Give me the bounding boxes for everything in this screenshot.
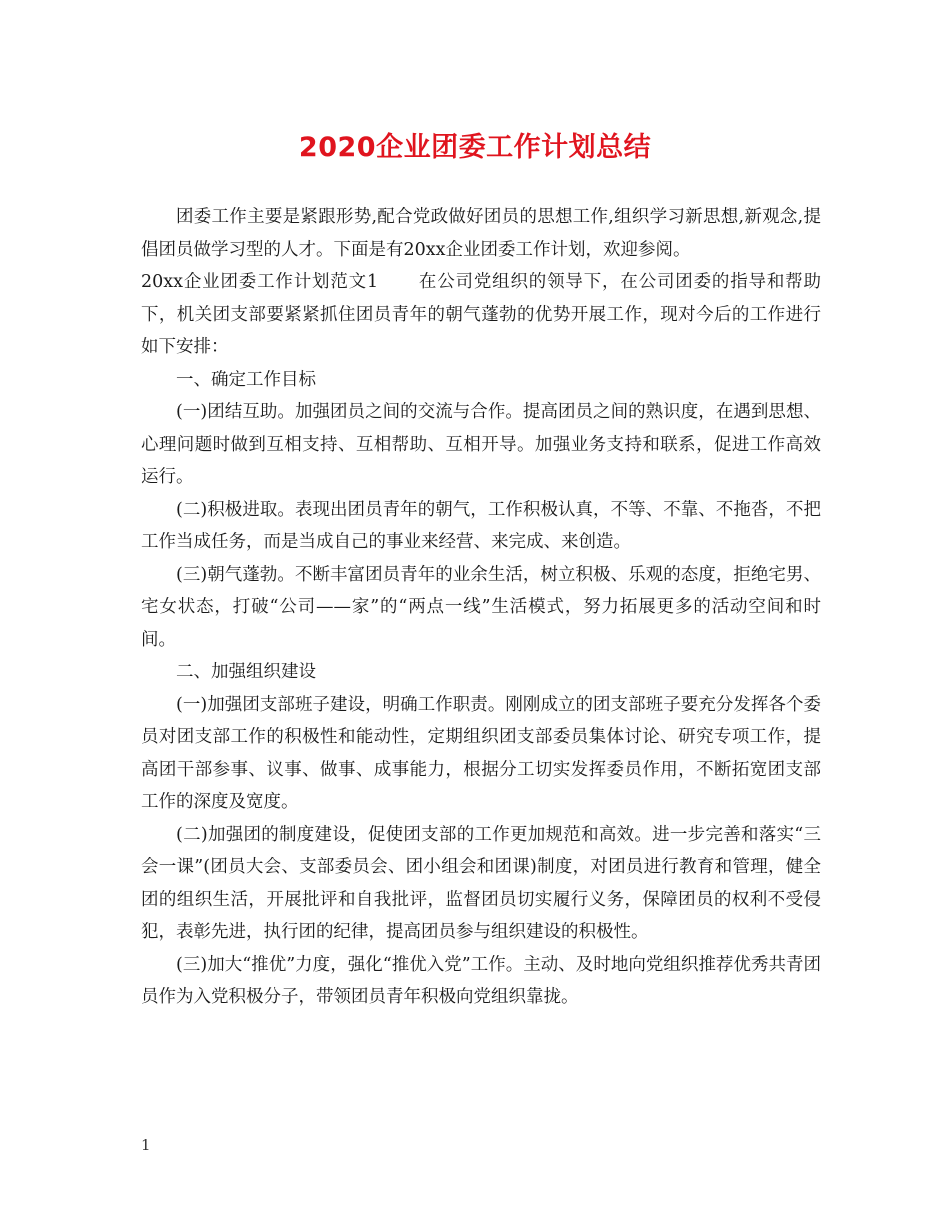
sample-label: 20xx企业团委工作计划范文1 [141,272,379,292]
section-1-heading: 一、确定工作目标 [176,369,316,390]
section-1-item-3: (三)朝气蓬勃。不断丰富团员青年的业余生活，树立积极、乐观的态度，拒绝宅男、宅女状态，打破“公司——家”的“两点一线”生活模式，努力拓展更多的活动空间和时间。 [141,564,821,650]
sample-paragraph [141,266,821,364]
page-number: 1 [141,1136,151,1154]
section-2-item-1: (一)加强团支部班子建设，明确工作职责。刚刚成立的团支部班子要充分发挥各个委员对团支部工作的积极性和能动性，定期组织团支部委员集体讨论、研究专项工作，提高团干部参事、议事、做事、成事能力，根据分工切实发挥委员作用，不断拓宽团支部工作的深度及宽度。 [141,694,821,812]
section-2-heading: 二、加强组织建设 [176,662,316,682]
section-2-item-3: (三)加大“推优”力度，强化“推优入党”工作。主动、及时地向党组织推荐优秀共青团员作为入党积极分子，带领团员青年积极向党组织靠拢。 [141,954,821,1007]
section-2-item-2: (二)加强团的制度建设，促使团支部的工作更加规范和高效。进一步完善和落实“三会一课”(团员大会、支部委员会、团小组会和团课)制度，对团员进行教育和管理，健全团的组织生活，开展批评和自我批评，监督团员切实履行义务，保障团员的权利不受侵犯，表彰先进，执行团的纪律，提高团员参与组织建设的积极性。 [141,824,821,942]
section-1-item-2: (二)积极进取。表现出团员青年的朝气，工作积极认真，不等、不靠、不拖沓，不把工作当成任务，而是当成自己的事业来经营、来完成、来创造。 [141,499,821,552]
section-1-item-1: (一)团结互助。加强团员之间的交流与合作。提高团员之间的熟识度，在遇到思想、心理问题时做到互相支持、互相帮助、互相开导。加强业务支持和联系，促进工作高效运行。 [141,402,821,487]
intro-paragraph: 团委工作主要是紧跟形势,配合党政做好团员的思想工作,组织学习新思想,新观念,提倡团员做学习型的人才。下面是有20xx企业团委工作计划，欢迎参阅。 [141,207,821,260]
sample-intro: 在公司党组织的领导下，在公司团委的指导和帮助下，机关团支部要紧紧抓住团员青年的朝气蓬勃的优势开展工作，现对今后的工作进行如下安排： [141,272,821,357]
document-body [141,201,821,1014]
document-title: 2020企业团委工作计划总结 [298,132,652,163]
